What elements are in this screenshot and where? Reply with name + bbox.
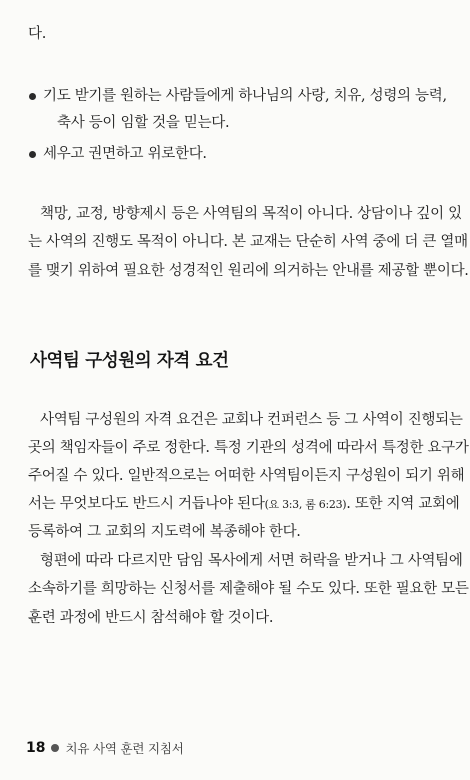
- bullet-2-line-1: 세우고 권면하고 위로한다.: [43, 146, 207, 162]
- scripture-reference: (요 3:3, 롬 6:23): [264, 498, 347, 511]
- section-heading: 사역팀 구성원의 자격 요건: [30, 351, 229, 371]
- book-title: 치유 사역 훈련 지침서: [65, 741, 184, 756]
- paragraph-line: 사역팀 구성원의 자격 요건은 교회나 컨퍼런스 등 그 사역이 진행되는: [40, 412, 463, 428]
- page-number: 18: [26, 740, 46, 756]
- bullet-1-line-2: 축사 등이 임할 것을 믿는다.: [57, 115, 230, 131]
- paragraph-line: 책망, 교정, 방향제시 등은 사역팀의 목적이 아니다. 상담이나 깊이 있: [40, 206, 462, 222]
- page-footer: [26, 738, 184, 758]
- bullet-dot-icon: [29, 151, 36, 158]
- paragraph-intro-line: 다.: [28, 26, 47, 42]
- bullet-1-line-1: 기도 받기를 원하는 사람들에게 하나님의 사랑, 치유, 성령의 능력,: [43, 88, 447, 104]
- paragraph-line: 를 맺기 위하여 필요한 성경적인 원리에 의거하는 안내를 제공할 뿐이다.: [28, 263, 469, 279]
- paragraph-line: 곳의 책임자들이 주로 정한다. 특정 기관의 성격에 따라서 특정한 요구가: [28, 440, 469, 456]
- paragraph-line: 훈련 과정에 반드시 참석해야 할 것이다.: [28, 610, 274, 626]
- paragraph-line: 소속하기를 희망하는 신청서를 제출해야 될 수도 있다. 또한 필요한 모든: [28, 581, 469, 597]
- paragraph-line: 형편에 따라 다르지만 담임 목사에게 서면 허락을 받거나 그 사역팀에: [40, 553, 463, 569]
- footer-dot-icon: [51, 744, 59, 752]
- paragraph-line: 주어질 수 있다. 일반적으로는 어떠한 사역팀이든지 구성원이 되기 위해: [28, 468, 465, 484]
- paragraph-text: . 또한 지역 교회에: [346, 496, 460, 512]
- paragraph-line: [28, 494, 460, 515]
- bullet-dot-icon: [29, 93, 36, 100]
- paragraph-text: 서는 무엇보다도 반드시 거듭나야 된다: [28, 496, 265, 512]
- paragraph-line: 등록하여 그 교회의 지도력에 복종해야 한다.: [28, 524, 301, 540]
- paragraph-line: 는 사역의 진행도 목적이 아니다. 본 교재는 단순히 사역 중에 더 큰 열매: [28, 234, 468, 250]
